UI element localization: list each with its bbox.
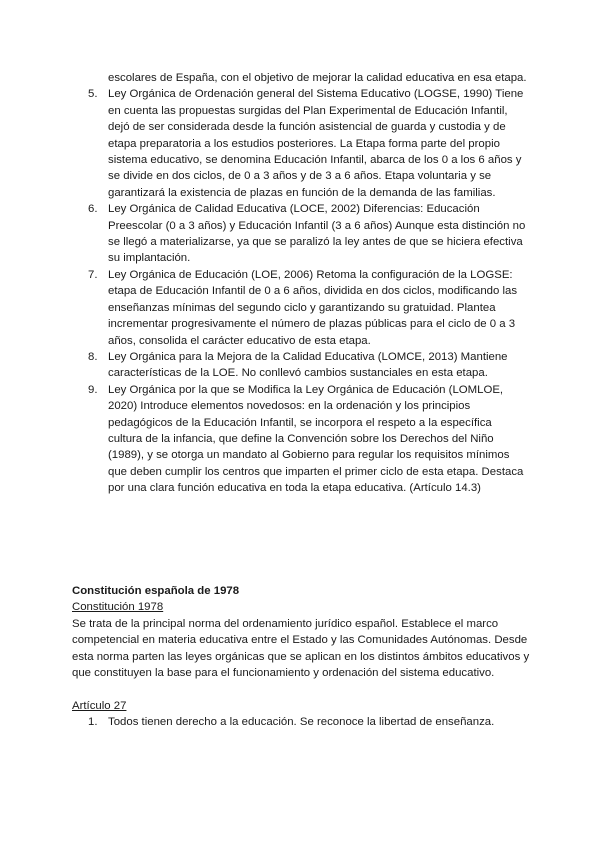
list-item [88,86,526,201]
article-item [88,714,538,730]
list-item-number: 5. [88,88,98,101]
constitution-section [72,583,532,731]
article-item-number: 1. [88,716,98,729]
list-item-text: Ley Orgánica de Calidad Educativa (LOCE, 2002) Diferencias: Educación Preescolar (0 a 3 años) y Educación Infantil (3 a 6 años) Aunque esta distinción no se llegó a materializarse, ya que se paralizó la ley antes de que se hiciera efectiva su implantación. [108,203,526,265]
list-item-text: Ley Orgánica de Educación (LOE, 2006) Retoma la configuración de la LOGSE: etapa de Educación Infantil de 0 a 6 años, dividida en dos ciclos, modificando las enseñanzas mínimas del segundo ciclo y garantizando su gratuidad. Plantea incrementar progresivamente el número de plazas públicas para el ciclo de 0 a 3 años, consolida el carácter educativo de esta etapa. [108,268,518,347]
list-item-text: Ley Orgánica para la Mejora de la Calidad Educativa (LOMCE, 2013) Mantiene características de la LOE. No conllevó cambios sustanciales en esta etapa. [108,350,508,380]
list-item-number: 8. [88,350,98,363]
article-item-text: Todos tienen derecho a la educación. Se reconoce la libertad de enseñanza. [108,716,495,729]
law-list [0,70,600,497]
article-27-link[interactable]: Artículo 27 [72,699,127,712]
list-item [88,201,526,267]
list-item-number: 6. [88,203,98,216]
spacer [72,681,532,697]
list-item-number: 9. [88,383,98,396]
list-item [88,267,526,349]
section-heading: Constitución española de 1978 [72,585,240,597]
section-paragraph: Se trata de la principal norma del ordenamiento jurídico español. Establece el marco competencial en materia educativa entre el Estado y las Comunidades Autónomas. Desde esta norma parten las leyes orgánicas que se aplican en los distintos ámbitos educativos y que constituyen la base para el funcionamiento y ordenación del sistema educativo. [72,617,530,680]
list-item [88,349,526,382]
list-item-text: Ley Orgánica por la que se Modifica la Ley Orgánica de Educación (LOMLOE, 2020) Introduce elementos novedosos: en la ordenación y los principios pedagógicos de la Educación Infantil, se incorpora el respeto a la específica cultura de la infancia, que define la Convención sobre los Derechos del Niño (1989), y se otorga un mandato al Gobierno para regular los requisitos mínimos que deben cumplir los centros que imparten el primer ciclo de esta etapa. Destaca por una clara función educativa en toda la etapa educativa. (Artículo 14.3) [108,383,524,495]
list-item [88,382,526,497]
list-continuation: escolares de España, con el objetivo de mejorar la calidad educativa en esa etapa. [108,72,527,84]
list-item-text: Ley Orgánica de Ordenación general del Sistema Educativo (LOGSE, 1990) Tiene en cuenta las propuestas surgidas del Plan Experimental de Educación Infantil, dejó de ser considerada desde la función asistencial de guarda y custodia y de etapa preparatoria a los estudios posteriores. La Etapa forma parte del propio sistema educativo, se denomina Educación Infantil, abarca de los 0 a los 6 años y se divide en dos ciclos, de 0 a 3 años y de 3 a 6 años. Etapa voluntaria y se garantizará la existencia de plazas en función de la demanda de las familias. [108,88,524,199]
constitution-link[interactable]: Constitución 1978 [72,601,164,614]
list-item-number: 7. [88,268,98,281]
